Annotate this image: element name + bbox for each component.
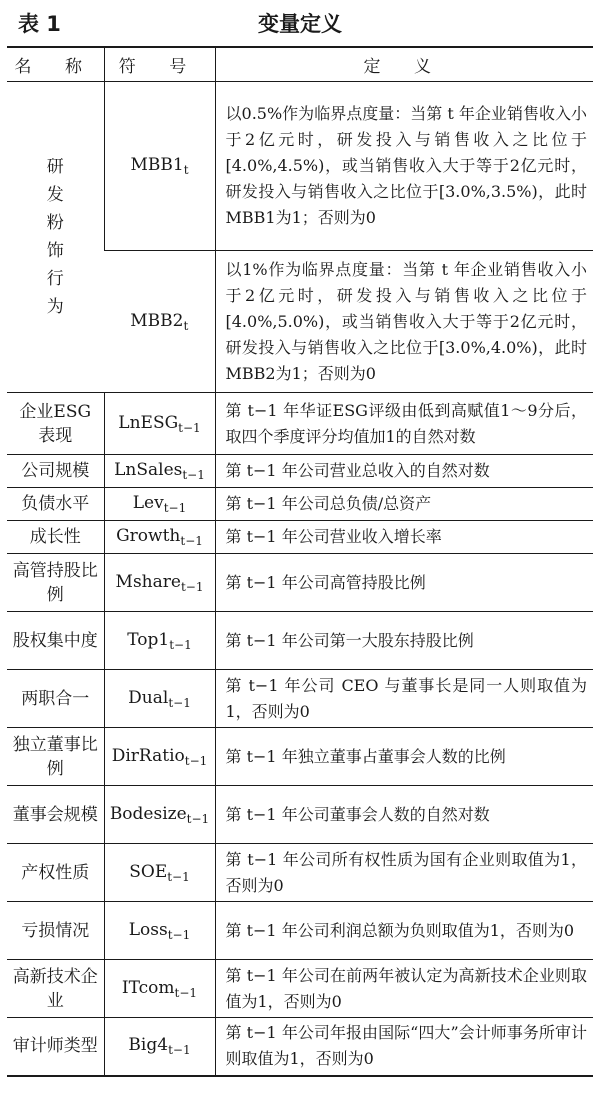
symbol-subscript: t−1	[178, 420, 201, 435]
variable-name-cell: 成长性	[29, 527, 81, 547]
table-header-row	[7, 47, 593, 82]
symbol-cell	[104, 844, 215, 902]
symbol-cell	[104, 1018, 215, 1076]
symbol-subscript: t−1	[168, 1043, 191, 1058]
symbol-main: Growth	[116, 526, 181, 546]
definition-cell: 第 t−1 年华证ESG评级由低到高赋值1～9分后，取四个季度评分均值加1的自然对数	[215, 393, 593, 455]
variable-definition-table	[7, 46, 593, 1077]
symbol-cell	[104, 960, 215, 1018]
table-row	[7, 670, 593, 728]
symbol-subscript: t−1	[167, 927, 191, 942]
definition-cell: 第 t−1 年公司营业收入增长率	[215, 521, 593, 554]
symbol-cell	[104, 728, 215, 786]
symbol-cell	[104, 251, 215, 393]
symbol-cell	[104, 393, 215, 455]
variable-name-cell: 企业ESG表现	[19, 401, 92, 446]
symbol-subscript: t−1	[167, 869, 190, 884]
table-row	[7, 488, 593, 521]
symbol-subscript: t	[183, 318, 189, 333]
symbol-subscript: t−1	[186, 811, 210, 826]
symbol-cell	[104, 902, 215, 960]
symbol-main: LnESG	[118, 412, 179, 433]
header-definition: 定 义	[215, 47, 593, 82]
table-row	[7, 960, 593, 1018]
definition-cell: 第 t−1 年公司年报由国际“四大”会计师事务所审计则取值为1，否则为0	[215, 1018, 593, 1076]
symbol-cell	[104, 521, 215, 554]
variable-name-cell: 独立董事比例	[12, 734, 98, 779]
table-row	[7, 844, 593, 902]
definition-cell: 第 t−1 年公司营业总收入的自然对数	[215, 455, 593, 488]
symbol-main: Dual	[128, 687, 169, 708]
table-row	[7, 554, 593, 612]
header-name: 名 称	[14, 57, 96, 77]
variable-name-cell: 高新技术企业	[12, 966, 98, 1011]
symbol-main: Loss	[128, 919, 168, 940]
table-row	[7, 393, 593, 455]
symbol-main: DirRatio	[111, 745, 185, 766]
symbol-main: MBB2	[130, 310, 184, 331]
symbol-cell	[104, 786, 215, 844]
definition-cell: 第 t−1 年公司 CEO 与董事长是同一人则取值为1，否则为0	[215, 670, 593, 728]
symbol-main: Bodesize	[109, 803, 187, 824]
symbol-subscript: t−1	[168, 695, 191, 710]
variable-name-cell: 亏损情况	[21, 920, 90, 941]
symbol-subscript: t−1	[174, 985, 198, 1000]
table-row	[7, 521, 593, 554]
variable-name-cell: 高管持股比例	[12, 560, 98, 605]
symbol-main: SOE	[129, 861, 168, 882]
table-row	[7, 786, 593, 844]
symbol-main: Lev	[132, 493, 164, 513]
symbol-subscript: t−1	[169, 637, 192, 652]
table-caption	[0, 0, 600, 44]
table-row	[7, 728, 593, 786]
symbol-subscript: t−1	[184, 753, 208, 768]
symbol-main: ITcom	[121, 977, 175, 998]
table-title: 变量定义	[258, 12, 342, 36]
table-row	[7, 82, 593, 251]
variable-name-cell: 负债水平	[21, 494, 90, 514]
symbol-main: Top1	[127, 629, 170, 650]
table-row	[7, 902, 593, 960]
symbol-main: MBB1	[130, 155, 184, 175]
definition-cell: 第 t−1 年公司所有权性质为国有企业则取值为1，否则为0	[215, 844, 593, 902]
definition-cell: 第 t−1 年公司总负债/总资产	[215, 488, 593, 521]
variable-name-cell: 两职合一	[21, 688, 90, 709]
table-number: 表 1	[18, 12, 61, 36]
definition-cell: 以0.5%作为临界点度量：当第 t 年企业销售收入小于2亿元时，研发投入与销售收入之比位于[4.0%,4.5%)，或当销售收入大于等于2亿元时，研发投入与销售收入之比位于[3.0%,3.5%)，此时MBB1为1；否则为0	[215, 82, 593, 251]
definition-cell: 以1%作为临界点度量：当第 t 年企业销售收入小于2亿元时，研发投入与销售收入之比位于[4.0%,5.0%)，或当销售收入大于等于2亿元时，研发投入与销售收入之比位于[3.0%,4.0%)，此时MBB2为1；否则为0	[215, 251, 593, 393]
header-symbol: 符 号	[104, 47, 215, 82]
variable-name-cell: 董事会规模	[12, 804, 98, 825]
symbol-subscript: t−1	[182, 468, 205, 482]
symbol-subscript: t−1	[180, 534, 203, 548]
symbol-cell	[104, 455, 215, 488]
symbol-cell	[104, 670, 215, 728]
symbol-cell	[104, 488, 215, 521]
group-name: 研发粉饰行为	[46, 157, 64, 317]
symbol-subscript: t−1	[180, 579, 204, 594]
variable-name-cell: 审计师类型	[12, 1036, 98, 1057]
variable-name-cell: 股权集中度	[12, 630, 98, 651]
symbol-main: LnSales	[114, 460, 183, 480]
definition-cell: 第 t−1 年公司第一大股东持股比例	[215, 612, 593, 670]
symbol-main: Big4	[128, 1035, 169, 1056]
definition-cell: 第 t−1 年公司高管持股比例	[215, 554, 593, 612]
table-row	[7, 1018, 593, 1076]
symbol-main: Mshare	[115, 571, 181, 592]
table-row	[7, 455, 593, 488]
symbol-subscript: t	[183, 163, 189, 177]
definition-cell: 第 t−1 年公司利润总额为负则取值为1，否则为0	[215, 902, 593, 960]
group-name-cell	[7, 82, 104, 393]
definition-cell: 第 t−1 年公司董事会人数的自然对数	[215, 786, 593, 844]
symbol-cell	[104, 612, 215, 670]
variable-name-cell: 产权性质	[21, 862, 90, 883]
symbol-subscript: t−1	[163, 501, 187, 515]
symbol-cell	[104, 554, 215, 612]
variable-name-cell: 公司规模	[21, 461, 90, 481]
definition-cell: 第 t−1 年公司在前两年被认定为高新技术企业则取值为1，否则为0	[215, 960, 593, 1018]
definition-cell: 第 t−1 年独立董事占董事会人数的比例	[215, 728, 593, 786]
symbol-cell	[104, 82, 215, 251]
table-row	[7, 612, 593, 670]
